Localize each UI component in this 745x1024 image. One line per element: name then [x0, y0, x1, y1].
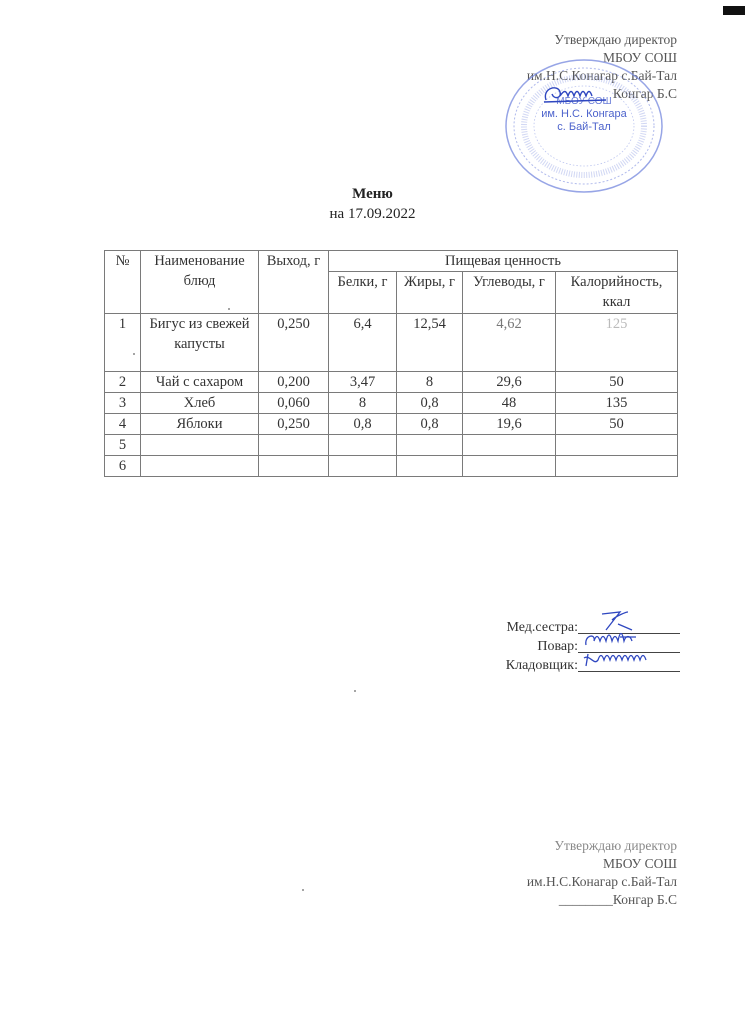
approval-line-1: Утверждаю директор — [554, 32, 677, 47]
cell-fat: 12,54 — [397, 314, 463, 372]
table-row — [105, 435, 678, 456]
cell-yield: 0,060 — [259, 393, 329, 414]
cell-carbs: 29,6 — [463, 372, 556, 393]
cell-protein — [329, 435, 397, 456]
cell-calories: 50 — [556, 372, 678, 393]
director-signature — [540, 82, 610, 106]
cell-name: Хлеб — [141, 393, 259, 414]
header-yield: Выход, г — [259, 251, 329, 314]
cell-fat — [397, 435, 463, 456]
stamp-text-1: МБОУ СОШ — [556, 96, 612, 107]
staff-signatures — [490, 618, 680, 675]
stamp-text-2: им. Н.С. Конгара — [541, 108, 627, 120]
scan-corner-mark — [723, 6, 745, 15]
cell-calories: 135 — [556, 393, 678, 414]
cell-name: Яблоки — [141, 414, 259, 435]
cell-calories — [556, 435, 678, 456]
cell-name: Чай с сахаром — [141, 372, 259, 393]
staff-label: Повар: — [537, 639, 578, 654]
cell-protein: 8 — [329, 393, 397, 414]
cell-fat: 8 — [397, 372, 463, 393]
approval-line-2: МБОУ СОШ — [603, 50, 677, 65]
stamp-text-3: с. Бай-Тал — [557, 121, 611, 133]
approval-line-4: Конгар Б.С — [612, 86, 677, 101]
document-date: на 17.09.2022 — [329, 206, 416, 222]
cell-name: Бигус из свежей капусты — [141, 314, 259, 372]
scan-speck — [354, 690, 356, 692]
cell-yield — [259, 435, 329, 456]
staff-row-storekeeper — [490, 656, 680, 675]
cell-yield: 0,250 — [259, 414, 329, 435]
scan-speck — [228, 308, 230, 310]
scan-speck — [133, 353, 135, 355]
document-title: Меню — [352, 186, 393, 202]
cell-carbs — [463, 435, 556, 456]
cell-protein — [329, 456, 397, 477]
approval-line-3: им.Н.С.Конагар с.Бай-Тал — [526, 68, 677, 83]
cell-calories — [556, 456, 678, 477]
cell-yield: 0,200 — [259, 372, 329, 393]
header-num: № — [105, 251, 141, 314]
cell-num: 6 — [105, 456, 141, 477]
cell-carbs: 19,6 — [463, 414, 556, 435]
header-carbs: Углеводы, г — [463, 272, 556, 314]
signature-line — [578, 656, 680, 672]
cell-name — [141, 435, 259, 456]
cell-num: 1 — [105, 314, 141, 372]
cell-carbs — [463, 456, 556, 477]
approval-line-4: ________Конгар Б.С — [558, 892, 677, 907]
menu-table — [104, 250, 678, 477]
scan-speck — [302, 889, 304, 891]
approval-line-1: Утверждаю директор — [554, 838, 677, 853]
cell-num: 5 — [105, 435, 141, 456]
cell-fat: 0,8 — [397, 393, 463, 414]
approval-line-2: МБОУ СОШ — [603, 856, 677, 871]
header-name: Наименование блюд — [141, 251, 259, 314]
table-row — [105, 414, 678, 435]
header-nutrition: Пищевая ценность — [329, 251, 678, 272]
cell-yield — [259, 456, 329, 477]
cell-carbs: 48 — [463, 393, 556, 414]
cell-protein: 6,4 — [329, 314, 397, 372]
table-row — [105, 314, 678, 372]
table-row — [105, 372, 678, 393]
cell-num: 2 — [105, 372, 141, 393]
storekeeper-signature — [580, 646, 680, 670]
staff-label: Мед.сестра: — [506, 620, 578, 635]
cell-fat: 0,8 — [397, 414, 463, 435]
cell-num: 4 — [105, 414, 141, 435]
cell-num: 3 — [105, 393, 141, 414]
approval-line-3: им.Н.С.Конагар с.Бай-Тал — [526, 874, 677, 889]
cell-carbs: 4,62 — [463, 314, 556, 372]
header-protein: Белки, г — [329, 272, 397, 314]
cell-protein: 3,47 — [329, 372, 397, 393]
approval-block-bottom — [527, 837, 677, 909]
header-calories: Калорийность, ккал — [556, 272, 678, 314]
header-fat: Жиры, г — [397, 272, 463, 314]
school-seal-stamp — [488, 56, 666, 196]
cell-yield: 0,250 — [259, 314, 329, 372]
table-row — [105, 456, 678, 477]
staff-label: Кладовщик: — [505, 658, 578, 673]
cell-calories: 50 — [556, 414, 678, 435]
table-row — [105, 393, 678, 414]
cell-calories: 125 — [556, 314, 678, 372]
cell-name — [141, 456, 259, 477]
cell-fat — [397, 456, 463, 477]
cell-protein: 0,8 — [329, 414, 397, 435]
